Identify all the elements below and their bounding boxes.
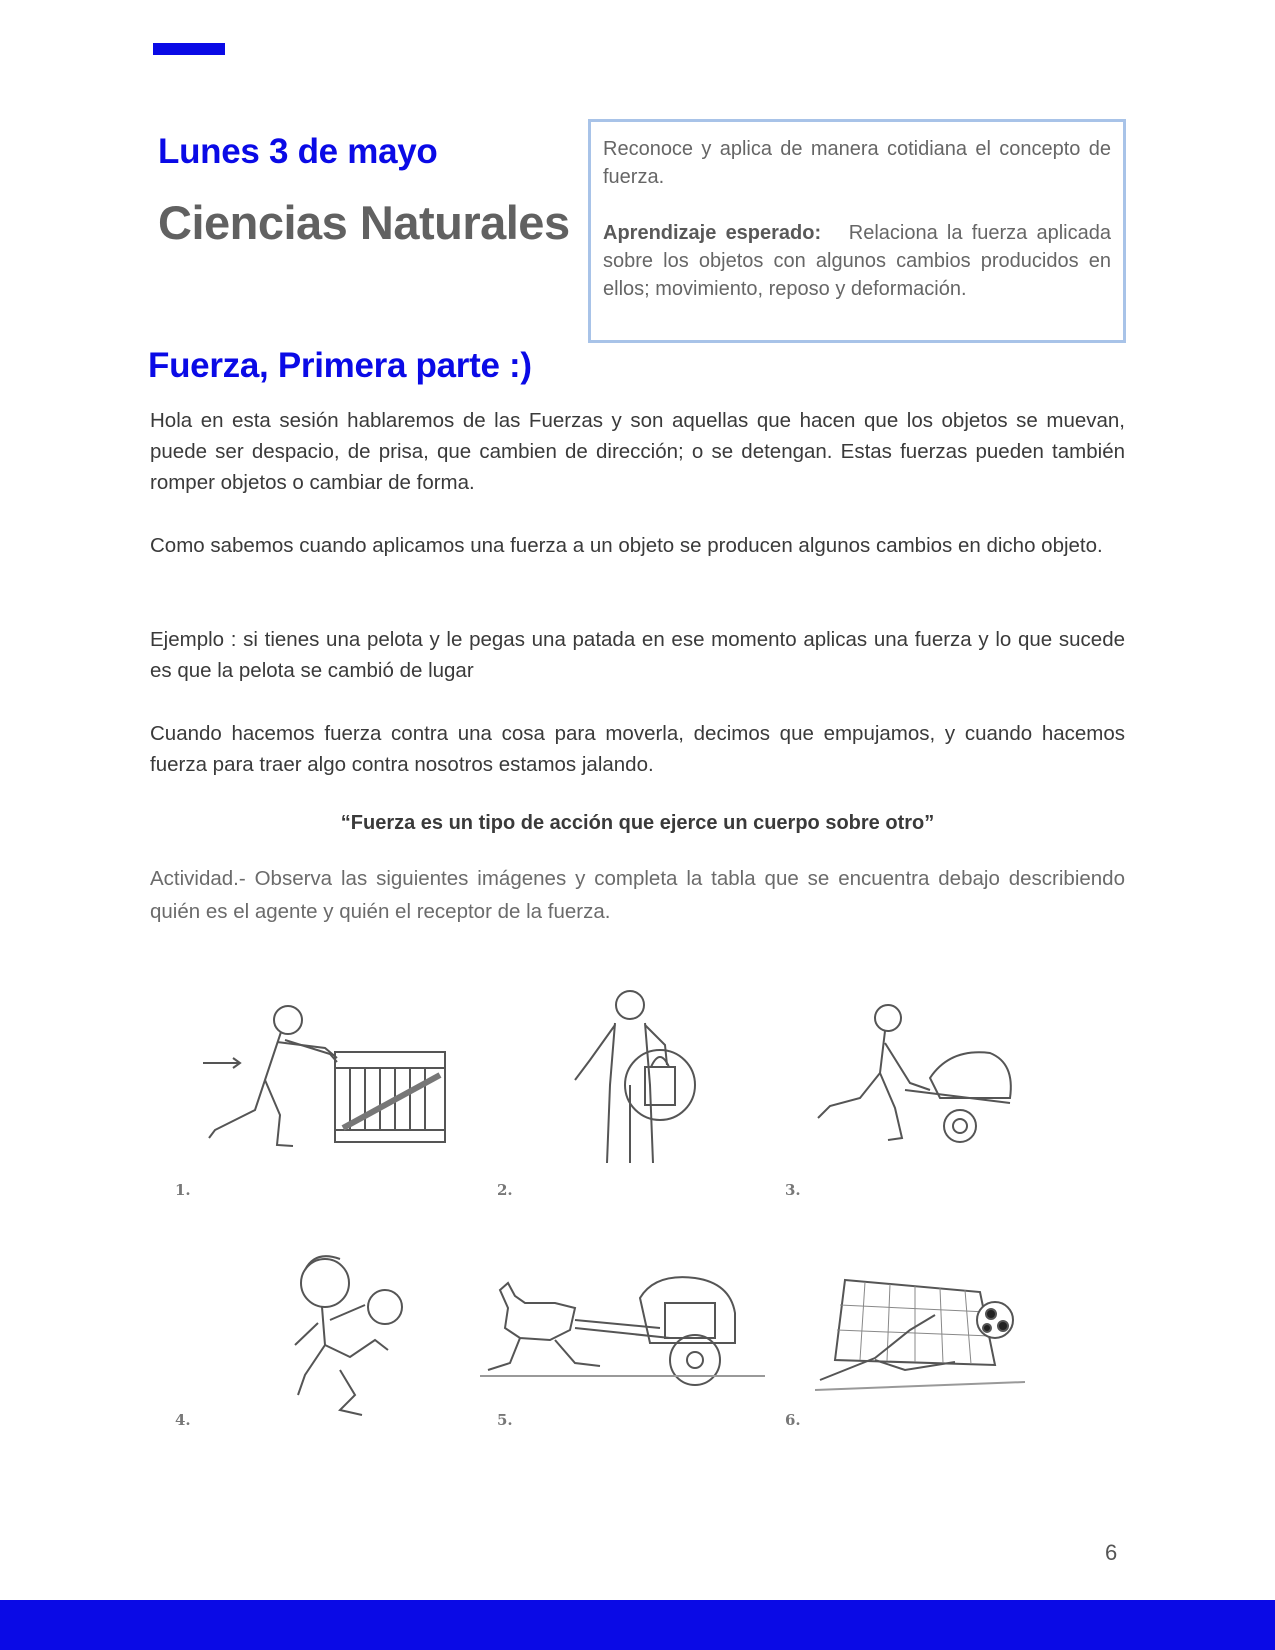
figure-number-4: 4.	[175, 1411, 191, 1429]
paragraph-example: Ejemplo : si tienes una pelota y le pegas una patada en ese momento aplicas una fuerza y lo que sucede es que la pelota se cambió de lugar	[150, 628, 1125, 682]
definition-quote: “Fuerza es un tipo de acción que ejerce un cuerpo sobre otro”	[340, 812, 935, 834]
figure-number-1: 1.	[175, 1181, 191, 1199]
horse-pulling-cart-icon	[480, 1268, 765, 1398]
expected-learning-label: Aprendizaje esperado:	[603, 222, 822, 244]
footer-bar	[0, 1600, 1275, 1650]
activity-instructions: Actividad.- Observa las siguientes imágenes y completa la tabla que se encuentra debajo describiendo quién es el agente y quién el receptor de la fuerza.	[150, 867, 1125, 923]
date-heading: Lunes 3 de mayo	[158, 132, 438, 171]
figure-number-2: 2.	[497, 1181, 513, 1199]
person-pushing-crate-icon	[195, 990, 455, 1160]
section-title: Fuerza, Primera parte :)	[148, 346, 532, 385]
objective-box	[588, 119, 1126, 343]
figure-number-6: 6.	[785, 1411, 801, 1429]
person-pushing-wheelbarrow-icon	[810, 998, 1020, 1158]
paragraph-push-pull: Cuando hacemos fuerza contra una cosa para moverla, decimos que empujamos, y cuando hacemos fuerza para traer algo contra nosotros estamos jalando.	[150, 722, 1125, 776]
expected-learning-text: Relaciona la fuerza aplicada sobre los objetos con algunos cambios producidos en ellos; movimiento, reposo y deformación.	[603, 222, 1111, 300]
paragraph-changes: Como sabemos cuando aplicamos una fuerza a un objeto se producen algunos cambios en dicho objeto.	[150, 534, 1103, 557]
person-holding-bag-icon	[555, 985, 715, 1165]
top-accent-bar	[153, 43, 225, 55]
expected-learning	[603, 219, 1111, 303]
objective-intro: Reconoce y aplica de manera cotidiana el concepto de fuerza.	[603, 138, 1111, 188]
goalkeeper-ball-net-icon	[815, 1270, 1030, 1400]
figure-number-5: 5.	[497, 1411, 513, 1429]
page-number: 6	[1105, 1540, 1118, 1565]
paragraph-intro: Hola en esta sesión hablaremos de las Fuerzas y son aquellas que hacen que los objetos se muevan, puede ser despacio, de prisa, que cambien de dirección; o se detengan. Estas fuerzas pueden también romper objetos o cambiar de forma.	[150, 409, 1125, 494]
child-kicking-ball-icon	[280, 1245, 420, 1425]
subject-heading: Ciencias Naturales	[158, 196, 570, 249]
figure-number-3: 3.	[785, 1181, 801, 1199]
